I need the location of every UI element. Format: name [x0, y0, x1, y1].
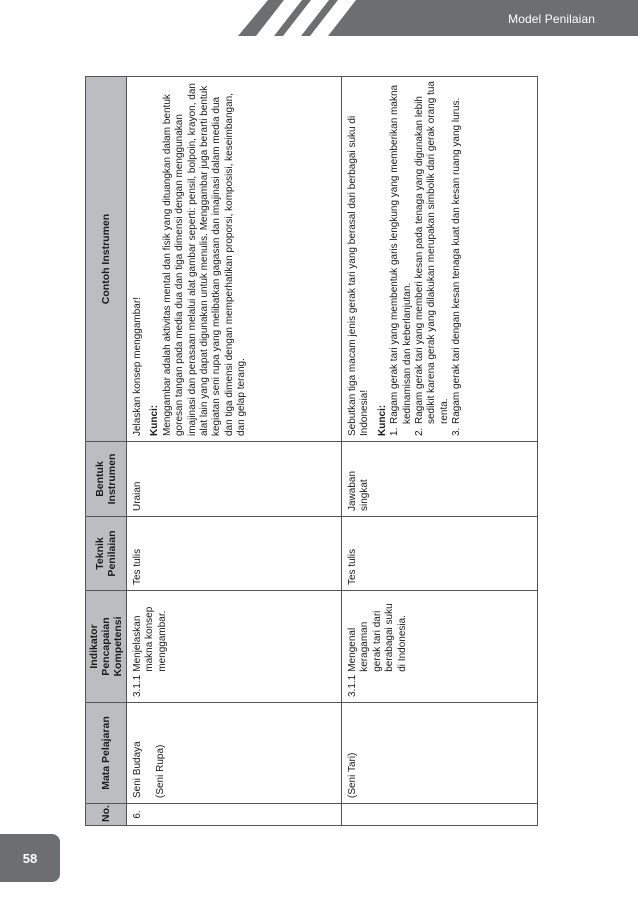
cell-no: 6.: [127, 804, 342, 826]
list-item-number: 1.: [389, 427, 401, 436]
cell-indikator: [342, 591, 538, 703]
mata-pelajaran-line: (Seni Tari): [347, 752, 358, 798]
contoh-answer-list: [389, 81, 463, 436]
cell-teknik: Tes tulis: [127, 517, 342, 591]
cell-indikator: [127, 591, 342, 703]
cell-no: [342, 804, 538, 826]
list-item-text: Ragam gerak tari dengan kesan tenaga kuat dan kesan ruang yang lurus.: [451, 97, 463, 424]
header-title: Model Penilaian: [508, 12, 595, 26]
header-bar: [0, 0, 638, 36]
page-number: 58: [22, 850, 38, 866]
contoh-kunci-label: Kunci:: [149, 404, 161, 436]
header-mata-pelajaran: Mata Pelajaran: [86, 703, 127, 804]
cell-contoh: [127, 77, 342, 442]
cell-contoh: [342, 77, 538, 442]
mata-pelajaran-line: (Seni Rupa): [155, 744, 167, 798]
contoh-question: Sebutkan tiga macam jenis gerak tari yang berasal dari berbagai suku di Indonesia!: [347, 115, 371, 436]
indikator-text: Mengenal keragaman gerak tari dari berabagai suku di Indonesia.: [347, 603, 408, 672]
list-item: [451, 81, 463, 436]
mata-pelajaran-line: Seni Budaya: [132, 741, 143, 798]
list-item-text: Ragam gerak tari yang membentuk garis lengkung yang memberikan makna kedinamisan dan keberlanjutan.: [389, 84, 413, 424]
indikator-code: 3.1.1: [347, 674, 358, 697]
rotated-table-container: [85, 77, 527, 826]
list-item-number: 3.: [451, 427, 463, 436]
table-row: [127, 77, 342, 826]
header-no: No.: [86, 804, 127, 826]
assessment-table: [85, 76, 538, 826]
list-item: [389, 81, 414, 436]
cell-mata-pelajaran: [127, 703, 342, 804]
contoh-answer: Menggambar adalah aktivitas mental dan fisik yang dituangkan dalam bentuk goresan tangan pada media dua dan tiga dimensi dengan menggunakan imajinasi dan perasaan melalui alat gambar seperti: pensil, bolpoin, krayon, dan alat lain yang dapat digunakan untuk menulis. Menggambar juga berarti bentuk kegiatan seni rupa yang melibatkan gagasan dan imajinasi dalam media dua dan tiga dimensi dengan memperhatikan proporsi, komposisi, keseimbangan, dan gelap terang.: [161, 83, 248, 436]
list-item: [414, 81, 451, 436]
indikator-code: 3.1.1: [132, 674, 143, 697]
list-item-number: 2.: [414, 427, 426, 436]
contoh-kunci-label: Kunci:: [376, 404, 388, 436]
header-teknik: Teknik Penilaian: [86, 517, 127, 591]
contoh-question: Jelaskan konsep menggambar!: [132, 297, 143, 436]
cell-teknik: Tes tulis: [342, 517, 538, 591]
header-white-band: [0, 0, 268, 36]
cell-bentuk: Uraian: [127, 442, 342, 517]
header-contoh: Contoh Instrumen: [86, 77, 127, 442]
indikator-text: Menjelaskan makna konsep menggambar.: [132, 606, 168, 672]
table-row: [342, 77, 538, 826]
cell-mata-pelajaran: [342, 703, 538, 804]
list-item-text: Ragam gerak tari yang memberi kesan pada tenaga yang digunakan lebih sedikit karena gerak yang dilakukan merupakan simbolik dari gerak orang tua renta.: [414, 81, 450, 424]
header-bentuk: Bentuk Instrumen: [86, 442, 127, 517]
header-indikator: Indikator Pencapaian Kompetensi: [86, 591, 127, 703]
page-number-tab: [0, 834, 60, 882]
cell-bentuk: Jawaban singkat: [342, 442, 538, 517]
table-header-row: [86, 77, 127, 826]
